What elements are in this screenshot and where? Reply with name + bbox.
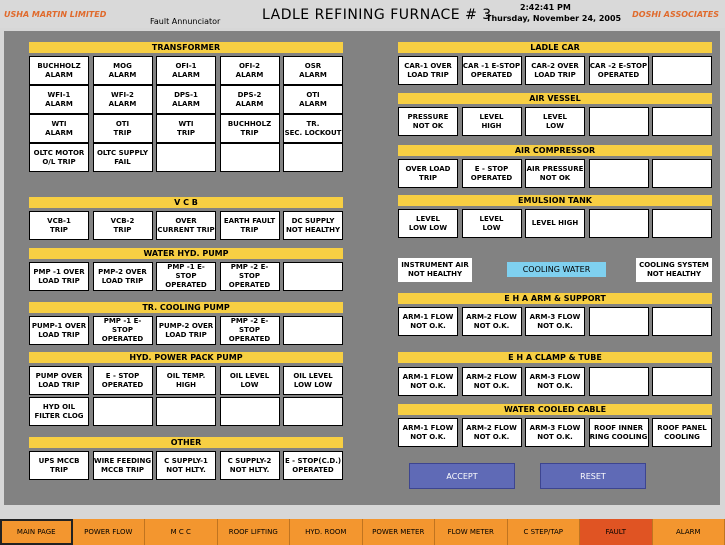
alarm-indicator: TR. SEC. LOCKOUT — [283, 114, 343, 143]
alarm-indicator: CAR -1 E-STOP OPERATED — [462, 56, 522, 85]
alarm-indicator: ARM-2 FLOW NOT O.K. — [462, 418, 522, 447]
alarm-indicator: AIR PRESSURE NOT OK — [525, 159, 585, 188]
alarm-indicator: PMP -1 OVER LOAD TRIP — [29, 262, 89, 291]
clock-time: 2:42:41 PM — [520, 3, 571, 12]
reset-button[interactable]: RESET — [540, 463, 646, 489]
section-title-water-cooled-cable: WATER COOLED CABLE — [398, 404, 712, 415]
alarm-indicator — [652, 209, 712, 238]
alarm-indicator — [589, 209, 649, 238]
page-title: LADLE REFINING FURNACE # 3 — [262, 7, 492, 23]
instrument-air-status: INSTRUMENT AIR NOT HEALTHY — [398, 258, 472, 282]
alarm-indicator — [652, 307, 712, 336]
alarm-indicator: ARM-2 FLOW NOT O.K. — [462, 367, 522, 396]
section-title-other: OTHER — [29, 437, 343, 448]
alarm-indicator: WIRE FEEDING MCCB TRIP — [93, 451, 153, 480]
alarm-indicator: PUMP OVER LOAD TRIP — [29, 366, 89, 395]
alarm-indicator: ARM-3 FLOW NOT O.K. — [525, 307, 585, 336]
alarm-indicator: ARM-1 FLOW NOT O.K. — [398, 307, 458, 336]
alarm-indicator: PMP -2 E-STOP OPERATED — [220, 262, 280, 291]
alarm-indicator — [283, 143, 343, 172]
alarm-indicator: DC SUPPLY NOT HEALTHY — [283, 211, 343, 240]
header-bar — [0, 0, 725, 28]
alarm-indicator: OIL TEMP. HIGH — [156, 366, 216, 395]
alarm-indicator: C SUPPLY-2 NOT HLTY. — [220, 451, 280, 480]
alarm-indicator — [156, 143, 216, 172]
alarm-indicator: PUMP-2 OVER LOAD TRIP — [156, 316, 216, 345]
alarm-indicator: LEVEL LOW — [525, 107, 585, 136]
alarm-indicator: DPS-1 ALARM — [156, 85, 216, 114]
alarm-indicator: ARM-3 FLOW NOT O.K. — [525, 418, 585, 447]
cooling-water-indicator: COOLING WATER — [507, 262, 606, 277]
alarm-indicator: HYD OIL FILTER CLOG — [29, 397, 89, 426]
company-name: USHA MARTIN LIMITED — [4, 10, 107, 19]
alarm-indicator — [652, 367, 712, 396]
alarm-indicator — [220, 397, 280, 426]
alarm-indicator: EARTH FAULT TRIP — [220, 211, 280, 240]
alarm-indicator: WFI-2 ALARM — [93, 85, 153, 114]
alarm-indicator — [156, 397, 216, 426]
section-title-vcb: V C B — [29, 197, 343, 208]
section-title-eha-clamp-tube: E H A CLAMP & TUBE — [398, 352, 712, 363]
alarm-indicator: OFI-1 ALARM — [156, 56, 216, 85]
alarm-indicator — [589, 159, 649, 188]
nav-tab-c-step-tap[interactable]: C STEP/TAP — [508, 519, 581, 545]
alarm-indicator: MOG ALARM — [93, 56, 153, 85]
alarm-indicator: ARM-3 FLOW NOT O.K. — [525, 367, 585, 396]
nav-tab-roof-lifting[interactable]: ROOF LIFTING — [218, 519, 291, 545]
alarm-indicator: OFI-2 ALARM — [220, 56, 280, 85]
alarm-indicator: ROOF PANEL COOLING — [652, 418, 712, 447]
cooling-system-status: COOLING SYSTEM NOT HEALTHY — [636, 258, 712, 282]
nav-tab-main-page[interactable]: MAIN PAGE — [0, 519, 73, 545]
alarm-indicator: DPS-2 ALARM — [220, 85, 280, 114]
alarm-indicator: CAR-1 OVER LOAD TRIP — [398, 56, 458, 85]
alarm-indicator — [589, 307, 649, 336]
alarm-indicator: UPS MCCB TRIP — [29, 451, 89, 480]
nav-tab-fault[interactable]: FAULT — [580, 519, 653, 545]
section-title-ladle-car: LADLE CAR — [398, 42, 712, 53]
page-subtitle: Fault Annunciator — [150, 17, 221, 26]
alarm-indicator: VCB-2 TRIP — [93, 211, 153, 240]
alarm-indicator: ARM-1 FLOW NOT O.K. — [398, 367, 458, 396]
alarm-indicator: OTI TRIP — [93, 114, 153, 143]
alarm-indicator — [652, 56, 712, 85]
alarm-indicator — [652, 107, 712, 136]
clock-date: Thursday, November 24, 2005 — [486, 14, 622, 23]
alarm-indicator: PMP -1 E-STOP OPERATED — [156, 262, 216, 291]
nav-tab-power-meter[interactable]: POWER METER — [363, 519, 436, 545]
alarm-indicator — [220, 143, 280, 172]
alarm-indicator: CAR -2 E-STOP OPERATED — [589, 56, 649, 85]
nav-tab-hyd-room[interactable]: HYD. ROOM — [290, 519, 363, 545]
alarm-indicator: E - STOP OPERATED — [93, 366, 153, 395]
section-title-air-vessel: AIR VESSEL — [398, 93, 712, 104]
alarm-indicator: E - STOP(C.D.) OPERATED — [283, 451, 343, 480]
alarm-indicator: OIL LEVEL LOW — [220, 366, 280, 395]
alarm-indicator: BUCHHOLZ TRIP — [220, 114, 280, 143]
alarm-indicator: OVER CURRENT TRIP — [156, 211, 216, 240]
alarm-indicator: PMP -2 E-STOP OPERATED — [220, 316, 280, 345]
alarm-indicator: BUCHHOLZ ALARM — [29, 56, 89, 85]
alarm-indicator: WTI ALARM — [29, 114, 89, 143]
alarm-indicator: ARM-1 FLOW NOT O.K. — [398, 418, 458, 447]
alarm-indicator: CAR-2 OVER LOAD TRIP — [525, 56, 585, 85]
alarm-indicator: E - STOP OPERATED — [462, 159, 522, 188]
alarm-indicator: OVER LOAD TRIP — [398, 159, 458, 188]
alarm-indicator: LEVEL HIGH — [462, 107, 522, 136]
alarm-indicator — [283, 316, 343, 345]
alarm-indicator: LEVEL LOW LOW — [398, 209, 458, 238]
alarm-indicator: WTI TRIP — [156, 114, 216, 143]
section-title-hyd-power-pack: HYD. POWER PACK PUMP — [29, 352, 343, 363]
alarm-indicator: PUMP-1 OVER LOAD TRIP — [29, 316, 89, 345]
section-title-transformer: TRANSFORMER — [29, 42, 343, 53]
alarm-indicator — [283, 262, 343, 291]
section-title-emulsion-tank: EMULSION TANK — [398, 195, 712, 206]
alarm-indicator: OLTC MOTOR O/L TRIP — [29, 143, 89, 172]
alarm-indicator: PRESSURE NOT OK — [398, 107, 458, 136]
nav-tab-flow-meter[interactable]: FLOW METER — [435, 519, 508, 545]
nav-tab-m-c-c[interactable]: M C C — [145, 519, 218, 545]
section-title-air-compressor: AIR COMPRESSOR — [398, 145, 712, 156]
alarm-indicator — [652, 159, 712, 188]
alarm-indicator: VCB-1 TRIP — [29, 211, 89, 240]
alarm-indicator: PMP -1 E-STOP OPERATED — [93, 316, 153, 345]
vendor-name: DOSHI ASSOCIATES — [632, 10, 719, 19]
section-title-water-hyd-pump: WATER HYD. PUMP — [29, 248, 343, 259]
alarm-indicator — [283, 397, 343, 426]
nav-tab-power-flow[interactable]: POWER FLOW — [73, 519, 146, 545]
alarm-indicator: PMP-2 OVER LOAD TRIP — [93, 262, 153, 291]
annunciator-panel — [4, 31, 720, 505]
accept-button[interactable]: ACCEPT — [409, 463, 515, 489]
alarm-indicator: ARM-2 FLOW NOT O.K. — [462, 307, 522, 336]
alarm-indicator: ROOF INNER RING COOLING — [589, 418, 649, 447]
alarm-indicator: LEVEL LOW — [462, 209, 522, 238]
alarm-indicator: OIL LEVEL LOW LOW — [283, 366, 343, 395]
alarm-indicator: LEVEL HIGH — [525, 209, 585, 238]
alarm-indicator — [589, 367, 649, 396]
alarm-indicator — [589, 107, 649, 136]
alarm-indicator: C SUPPLY-1 NOT HLTY. — [156, 451, 216, 480]
nav-tab-alarm[interactable]: ALARM — [653, 519, 725, 545]
alarm-indicator: OTI ALARM — [283, 85, 343, 114]
alarm-indicator: OLTC SUPPLY FAIL — [93, 143, 153, 172]
section-title-eha-arm-support: E H A ARM & SUPPORT — [398, 293, 712, 304]
alarm-indicator — [93, 397, 153, 426]
bottom-nav — [0, 507, 725, 545]
alarm-indicator: OSR ALARM — [283, 56, 343, 85]
alarm-indicator: WFI-1 ALARM — [29, 85, 89, 114]
section-title-tr-cooling-pump: TR. COOLING PUMP — [29, 302, 343, 313]
